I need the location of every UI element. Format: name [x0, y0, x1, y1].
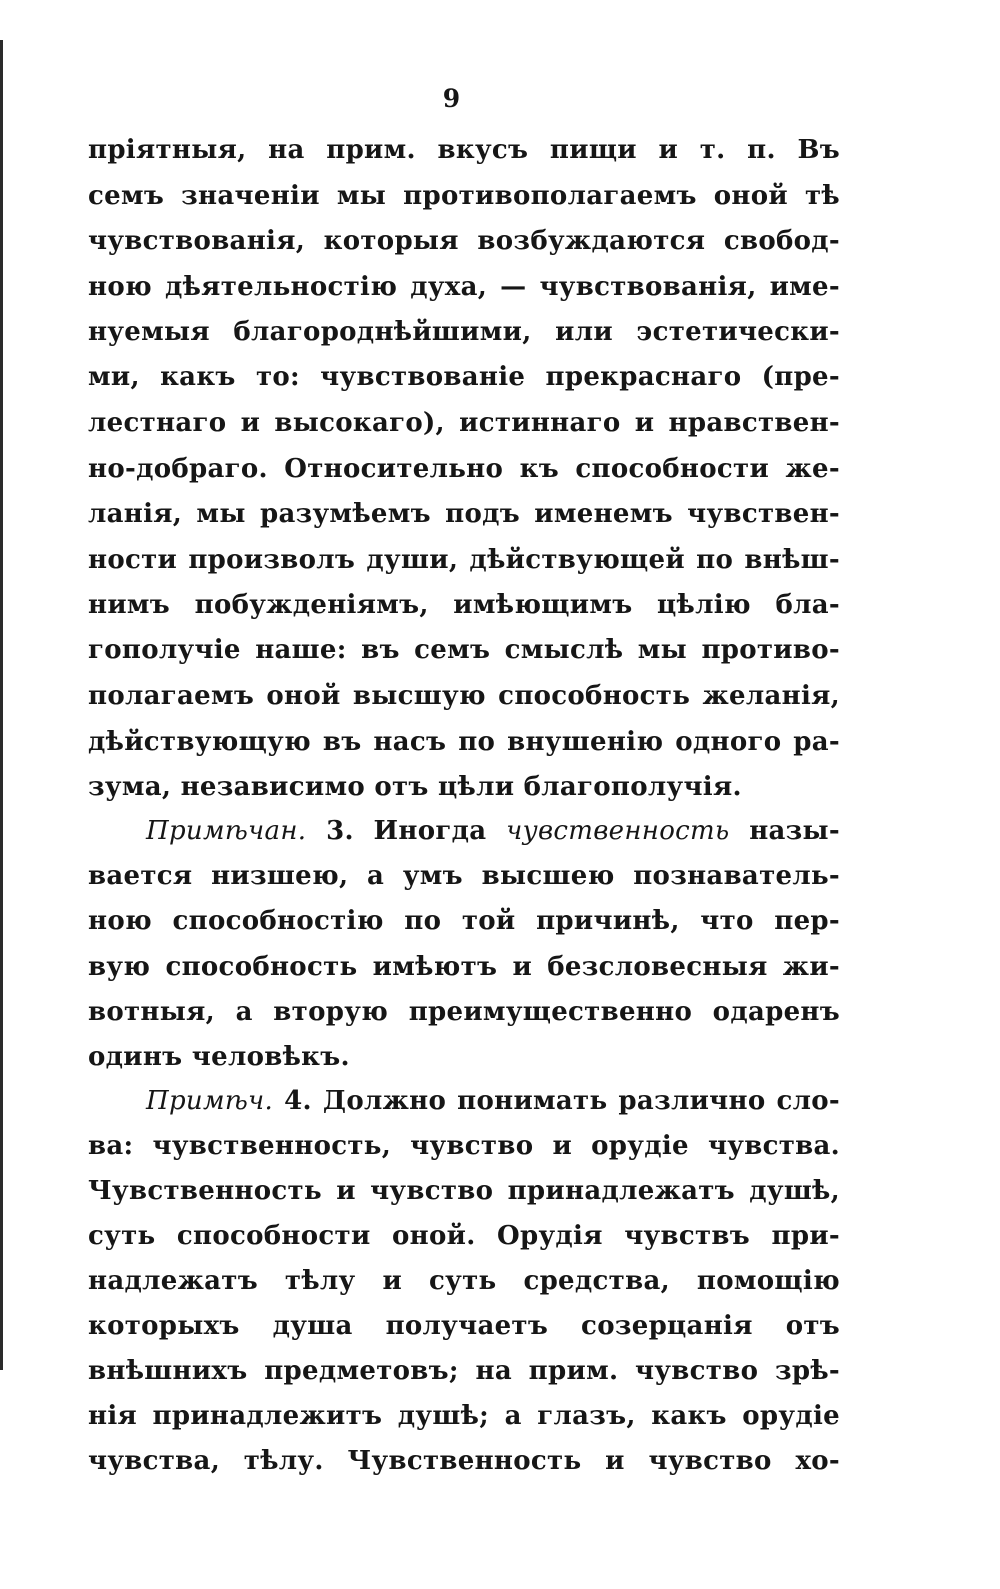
text-line: зума, независимо отъ цѣли благополучія.	[88, 772, 742, 802]
text-line: пріятныя, на прим. вкусъ пищи и т. п. Въ	[88, 135, 840, 165]
note3-label: Примѣчан.	[146, 816, 307, 846]
text-line: Чувственность и чувство принадлежатъ душѣ,	[88, 1176, 840, 1206]
text-line: внѣшнихъ предметовъ; на прим. чувство зрѣ-	[88, 1356, 840, 1386]
text-line: ною дѣятельностію духа, — чувствованія, име-	[88, 272, 840, 302]
note3-first-line	[146, 816, 840, 846]
note4-first-line	[146, 1086, 840, 1116]
text-line: ною способностію по той причинѣ, что пер-	[88, 906, 840, 936]
page-edge-shadow	[0, 40, 3, 1370]
text-line: лестнаго и высокаго), истиннаго и нравствен-	[88, 408, 840, 438]
note3-number: 3.	[326, 816, 354, 846]
text-line: надлежатъ тѣлу и суть средства, помощію	[88, 1266, 840, 1296]
page-number: 9	[442, 84, 461, 113]
text-line: вается низшею, а умъ высшею познаватель-	[88, 861, 840, 891]
text-line: суть способности оной. Орудія чувствъ при-	[88, 1221, 840, 1251]
text-line: ности произволъ души, дѣйствующей по внѣш-	[88, 545, 840, 575]
text-line: но-добраго. Относительно къ способности же-	[88, 454, 840, 484]
note3-post: назы-	[749, 816, 841, 846]
text-line: семъ значеніи мы противополагаемъ оной тѣ	[88, 181, 840, 211]
text-line: одинъ человѣкъ.	[88, 1042, 350, 1072]
text-line: которыхъ душа получаетъ созерцанія отъ	[88, 1311, 840, 1341]
text-line: вую способность имѣютъ и безсловесныя жи-	[88, 952, 840, 982]
note4-label: Примѣч.	[146, 1086, 274, 1116]
text-line: дѣйствующую въ насъ по внушенію одного ра-	[88, 727, 840, 757]
text-line: чувства, тѣлу. Чувственность и чувство хо-	[88, 1446, 840, 1476]
text-line: вотныя, а вторую преимущественно одаренъ	[88, 997, 840, 1027]
note3-term: чувственность	[506, 816, 730, 846]
text-line: нія принадлежитъ душѣ; а глазъ, какъ орудіе	[88, 1401, 840, 1431]
text-line: гополучіе наше: въ семъ смыслѣ мы противо-	[88, 635, 840, 665]
text-line: ва: чувственность, чувство и орудіе чувства.	[88, 1131, 840, 1161]
text-line: чувствованія, которыя возбуждаются свобод-	[88, 226, 840, 256]
text-line: нимъ побужденіямъ, имѣющимъ цѣлію бла-	[88, 590, 840, 620]
note4-text: 4. Должно понимать различно сло-	[284, 1086, 840, 1116]
text-line: полагаемъ оной высшую способность желанія,	[88, 681, 840, 711]
note3-pre: Иногда	[373, 816, 487, 846]
text-line: нуемыя благороднѣйшими, или эстетически-	[88, 317, 840, 347]
text-line: ланія, мы разумѣемъ подъ именемъ чувствен-	[88, 499, 840, 529]
text-line: ми, какъ то: чувствованіе прекраснаго (пре-	[88, 362, 840, 392]
